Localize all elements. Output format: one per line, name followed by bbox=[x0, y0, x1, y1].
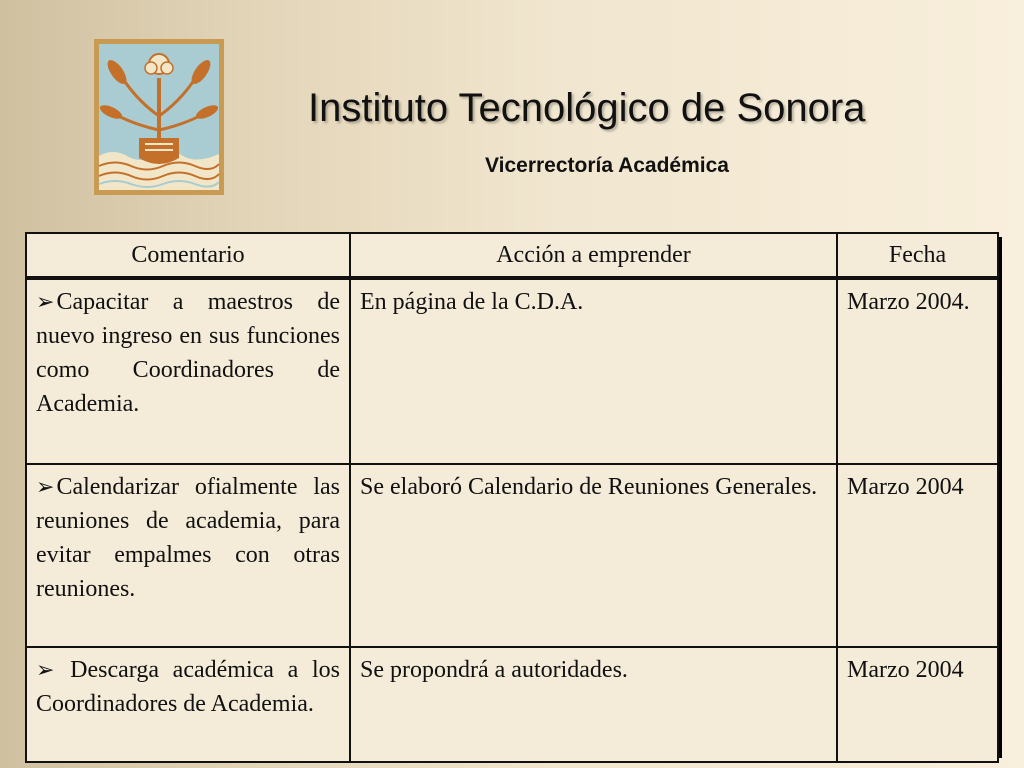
arrow-bullet-icon: ➢ bbox=[36, 289, 55, 314]
comment-cell bbox=[26, 278, 350, 464]
comment-cell bbox=[26, 464, 350, 647]
action-cell: En página de la C.D.A. bbox=[350, 278, 837, 464]
date-cell: Marzo 2004 bbox=[837, 647, 998, 762]
actions-table bbox=[25, 232, 999, 763]
column-header-date: Fecha bbox=[837, 233, 998, 278]
table-row bbox=[26, 464, 998, 647]
column-header-comment: Comentario bbox=[26, 233, 350, 278]
comment-cell bbox=[26, 647, 350, 762]
page-subtitle: Vicerrectoría Académica bbox=[485, 154, 729, 177]
arrow-bullet-icon: ➢ bbox=[36, 657, 55, 682]
comment-text: Capacitar a maestros de nuevo ingreso en sus funciones como Coordinadores de Academia. bbox=[36, 289, 340, 417]
date-cell: Marzo 2004. bbox=[837, 278, 998, 464]
page-title: Instituto Tecnológico de Sonora bbox=[308, 86, 866, 130]
institute-crest-logo bbox=[93, 38, 225, 196]
comment-text: Calendarizar ofialmente las reuniones de academia, para evitar empalmes con otras reuniones. bbox=[36, 474, 340, 602]
action-cell: Se elaboró Calendario de Reuniones Generales. bbox=[350, 464, 837, 647]
action-cell: Se propondrá a autoridades. bbox=[350, 647, 837, 762]
arrow-bullet-icon: ➢ bbox=[36, 474, 55, 499]
institute-crest-icon bbox=[93, 38, 225, 196]
table-row bbox=[26, 278, 998, 464]
date-cell: Marzo 2004 bbox=[837, 464, 998, 647]
table-header-row bbox=[26, 233, 998, 278]
column-header-action: Acción a emprender bbox=[350, 233, 837, 278]
comment-text: Descarga académica a los Coordinadores de Academia. bbox=[36, 657, 340, 717]
table-row bbox=[26, 647, 998, 762]
